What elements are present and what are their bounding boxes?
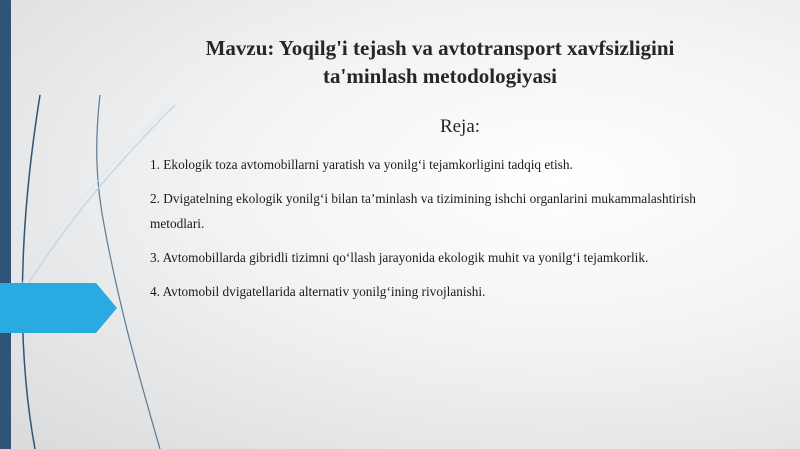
slide-title: Mavzu: Yoqilg'i tejash va avtotransport xavfsizligini ta'minlash metodologiyasi: [205, 36, 675, 88]
plan-item: 1. Ekologik toza avtomobillarni yaratish va yonilg‘i tejamkorligini tadqiq etish.: [150, 157, 573, 172]
plan-item: 3. Avtomobillarda gibridli tizimni qo‘llash jarayonida ekologik muhit va yonilg‘i tejamkorlik.: [150, 250, 649, 265]
plan-item: 2. Dvigatelning ekologik yonilg‘i bilan ta’minlash va tizimining ishchi organlarini mukammalashtirish metodlari.: [150, 191, 696, 231]
plan-list: [150, 152, 750, 313]
plan-heading: Reja:: [439, 116, 481, 137]
arrow-shape: [0, 283, 117, 333]
plan-item: 4. Avtomobil dvigatellarida alternativ yonilg‘ining rivojlanishi.: [150, 284, 486, 299]
